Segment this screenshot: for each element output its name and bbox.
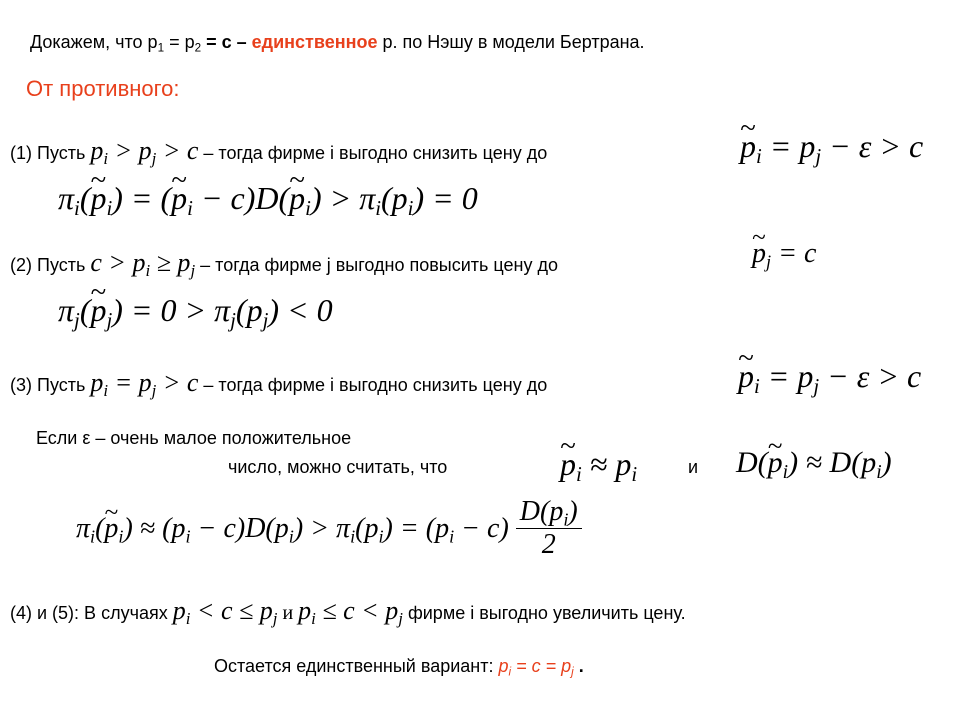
case1-line	[10, 136, 548, 169]
intro-part1: Докажем, что p	[30, 32, 158, 52]
intro-part2: = p	[164, 32, 195, 52]
case3-line	[10, 368, 548, 401]
case3-approx2: D(~ $p_i) \approx D(p_i)$	[736, 446, 892, 480]
conclusion-line	[214, 656, 584, 677]
case1-price: ~ $p_i = p_j - \varepsilon > c$	[740, 128, 923, 165]
case3-approx1: ~ $p_i \approx p_i$	[560, 446, 637, 483]
case2-text: – тогда фирме j выгодно повысить цену до	[195, 255, 558, 275]
case3-and: и	[688, 457, 699, 477]
case45-mid: и	[277, 602, 299, 624]
case3-note-line2: число, можно считать, что	[228, 457, 448, 477]
case45-label: (4) и (5): В случаях	[10, 603, 173, 623]
conclusion-end: .	[573, 656, 584, 676]
case1-condition: $p_i > p_j > c$	[90, 136, 199, 169]
case2-equation: $\pi_j(\sim$ $p_j) = 0 > \pi_j(p_j) < 0$	[58, 292, 333, 329]
case45-text: фирме i выгодно увеличить цену.	[402, 603, 686, 623]
fraction-numerator: $D(p_i)$	[516, 496, 582, 529]
case2-line	[10, 248, 558, 281]
case3-label: (3) Пусть	[10, 375, 91, 395]
case1-text: – тогда фирме i выгодно снизить цену до	[198, 143, 548, 163]
case2-price: ~ $p_j = c$	[752, 238, 816, 270]
fraction-denominator: 2	[541, 529, 556, 560]
case45-line	[10, 596, 686, 629]
case3-note-line1: Если ε – очень малое положительное	[36, 428, 352, 448]
intro-highlight: единственное	[251, 32, 378, 52]
intro-line	[30, 32, 645, 53]
case1-equation: $\pi_i(\sim$ $p_i$) = (~ $p_i$ − c)D(~ $p_i) > \pi_i(p_i) = 0$	[58, 180, 478, 217]
case1-label: (1) Пусть	[10, 143, 91, 163]
case3-text: – тогда фирме i выгодно снизить цену до	[198, 375, 548, 395]
case2-condition: $c > p_i \ge p_j$	[90, 248, 196, 281]
intro-part4: р. по Нэшу в модели Бертрана.	[377, 32, 645, 52]
case45-condition2: $p_i \le c < p_j$	[298, 596, 403, 629]
conclusion-result: $p_i = c = p_j$	[498, 656, 574, 679]
case3-equation: $\pi_i(\sim$ $p_i) \approx (p_i - c)D(p_i) > \pi_i(p_i) = (p_i - c)$ $\frac{D(p_i)}{2}$	[76, 496, 582, 561]
case3-fraction	[516, 496, 582, 561]
intro-part3: = c –	[201, 32, 252, 52]
case2-label: (2) Пусть	[10, 255, 91, 275]
case3-price: ~ $p_i = p_j - \varepsilon > c$	[738, 358, 921, 395]
conclusion-text: Остается единственный вариант:	[214, 656, 499, 676]
case45-condition1: $p_i < c \le p_j$	[172, 596, 278, 629]
subtitle: От противного:	[26, 76, 180, 101]
case3-condition: $p_i = p_j > c$	[90, 368, 199, 401]
intro-sub1: 1	[157, 41, 165, 55]
intro-sub2: 2	[194, 41, 202, 55]
